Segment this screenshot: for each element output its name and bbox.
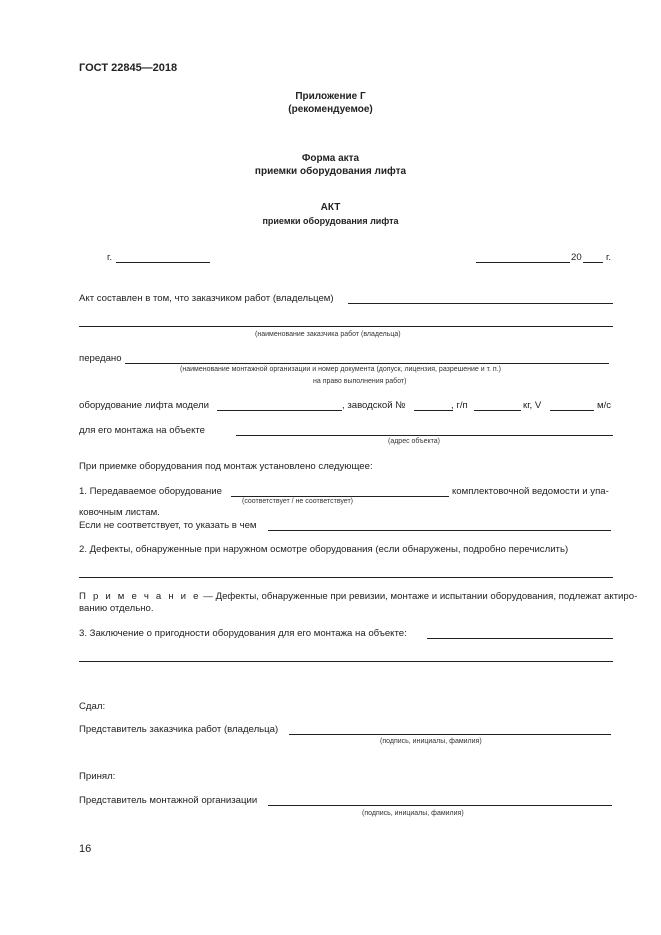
- established-text: При приемке оборудования под монтаж установлено следующее:: [79, 461, 373, 472]
- city-line[interactable]: [116, 262, 210, 263]
- date-line[interactable]: [476, 262, 570, 263]
- city-prefix: г.: [107, 252, 112, 263]
- item1-continuation: ковочным листам.: [79, 507, 160, 518]
- item2-defects-line[interactable]: [79, 577, 613, 578]
- speed-line[interactable]: [550, 410, 594, 411]
- item1-conformity-line[interactable]: [231, 496, 449, 497]
- object-caption: (адрес объекта): [388, 438, 440, 445]
- handed-label: Сдал:: [79, 701, 106, 712]
- item1-details-line[interactable]: [268, 530, 611, 531]
- customer-caption: (наименование заказчика работ (владельца): [255, 331, 401, 338]
- year-suffix: г.: [606, 252, 611, 263]
- customer-name-line2[interactable]: [79, 326, 613, 327]
- transferred-caption2: на право выполнения работ): [313, 378, 407, 385]
- transferred-caption1: (наименование монтажной организации и номер документа (допуск, лицензия, разрешение и т. п.): [180, 366, 501, 373]
- item3-conclusion-line[interactable]: [427, 638, 613, 639]
- composed-label: Акт составлен в том, что заказчиком работ (владельцем): [79, 293, 334, 304]
- note-prefix: П р и м е ч а н и е: [79, 591, 201, 602]
- item1-suffix: комплектовочной ведомости и упа-: [452, 486, 609, 497]
- form-title-line1: Форма акта: [301, 153, 360, 164]
- kg-label: кг, V: [523, 400, 542, 411]
- capacity-label: , г/п: [451, 400, 468, 411]
- transferred-label: передано: [79, 353, 122, 364]
- page-number: 16: [79, 843, 92, 855]
- item3-label: 3. Заключение о пригодности оборудования для его монтажа на объекте:: [79, 628, 407, 639]
- appendix-title: Приложение Г: [295, 91, 366, 102]
- speed-unit: м/с: [597, 400, 612, 411]
- customer-rep-caption: (подпись, инициалы, фамилия): [380, 738, 482, 745]
- capacity-line[interactable]: [474, 410, 521, 411]
- installer-org-line[interactable]: [125, 363, 609, 364]
- equipment-model-label: оборудование лифта модели: [79, 400, 210, 411]
- act-title: АКТ: [320, 202, 341, 213]
- serial-line[interactable]: [414, 410, 453, 411]
- item1-caption: (соответствует / не соответствует): [242, 498, 354, 505]
- installer-rep-caption: (подпись, инициалы, фамилия): [362, 810, 464, 817]
- customer-rep-signature-line[interactable]: [289, 734, 611, 735]
- installer-rep-signature-line[interactable]: [268, 805, 612, 806]
- object-address-line[interactable]: [236, 435, 613, 436]
- year-prefix: 20: [571, 252, 582, 263]
- accepted-label: Принял:: [79, 771, 116, 782]
- note-line2: ванию отдельно.: [79, 603, 154, 614]
- model-line[interactable]: [217, 410, 342, 411]
- year-line[interactable]: [583, 262, 603, 263]
- installer-rep-label: Представитель монтажной организации: [79, 795, 258, 806]
- standard-header: ГОСТ 22845—2018: [79, 62, 178, 74]
- customer-rep-label: Представитель заказчика работ (владельца): [79, 724, 279, 735]
- act-subtitle: приемки оборудования лифта: [262, 216, 399, 226]
- note-text: — Дефекты, обнаруженные при ревизии, монтаже и испытании оборудования, подлежат актиро-: [200, 591, 638, 602]
- customer-name-line[interactable]: [348, 303, 613, 304]
- item1-label: 1. Передаваемое оборудование: [79, 486, 223, 497]
- item2-label: 2. Дефекты, обнаруженные при наружном осмотре оборудования (если обнаружены, подробно перечислить): [79, 544, 569, 555]
- form-title-line2: приемки оборудования лифта: [254, 166, 407, 177]
- item3-conclusion-line2[interactable]: [79, 661, 613, 662]
- appendix-subtitle: (рекомендуемое): [288, 104, 373, 115]
- object-label: для его монтажа на объекте: [79, 425, 206, 436]
- note-line1: [79, 591, 637, 603]
- item1-if-not: Если не соответствует, то указать в чем: [79, 520, 257, 531]
- serial-label: , заводской №: [342, 400, 406, 411]
